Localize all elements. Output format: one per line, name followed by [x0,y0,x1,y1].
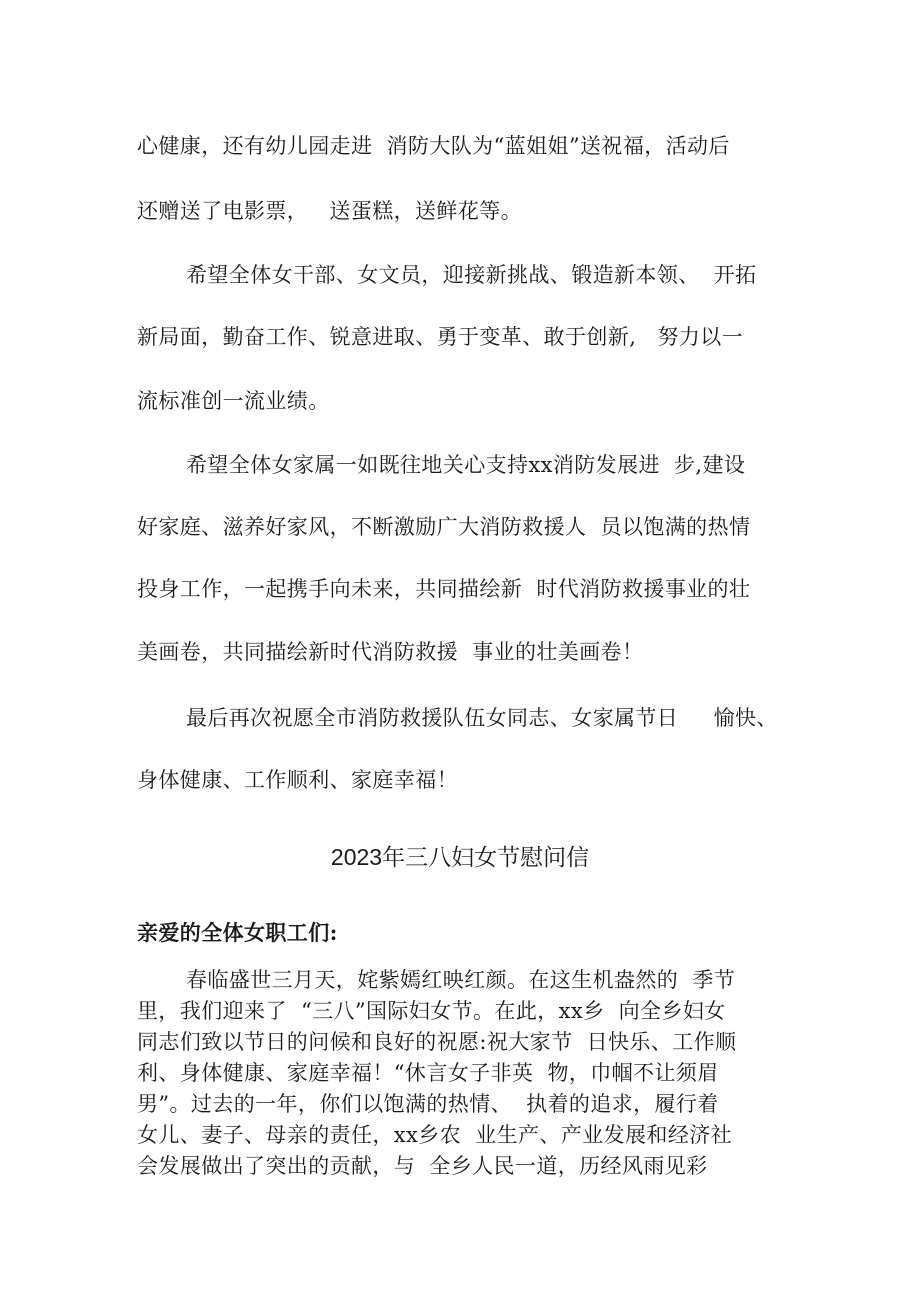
paragraph-line: 投身工作，一起携手向未来，共同描绘新 时代消防救援事业的壮 [137,577,751,601]
paragraph-line: 美画卷，共同描绘新时代消防救援 事业的壮美画卷！ [137,640,644,664]
letter-line: 里，我们迎来了 “三八”国际妇女节。在此，xx乡 向全乡妇女 [137,999,726,1023]
paragraph-line: 流标准创一流业绩。 [137,389,330,413]
letter-line: 会发展做出了突出的贡献，与 全乡人民一道，历经风雨见彩 [137,1154,708,1178]
paragraph-line: 身体健康、工作顺利、家庭幸福！ [137,768,458,792]
paragraph-line: 希望全体女家属一如既往地关心支持xx消防发展进 步,建设 [186,453,746,477]
letter-title: 2023年三八妇女节慰问信 [330,844,590,870]
letter-line: 春临盛世三月天，姹紫嫣红映红颜。在这生机盎然的 季节 [186,968,736,992]
paragraph-line: 新局面，勤奋工作、锐意进取、勇于变革、敢于创新, 努力以一 [137,325,744,349]
paragraph-line: 好家庭、滋养好家风，不断激励广大消防救援人 员以饱满的热情 [137,515,751,539]
paragraph-line: 希望全体女干部、女文员，迎接新挑战、锻造新本领、 开拓 [186,263,757,287]
letter-line: 利、身体健康、家庭幸福！“休言女子非英 物，巾帼不让须眉 [137,1061,719,1085]
letter-line: 男”。过去的一年，你们以饱满的热情、 执着的追求，履行着 [137,1092,719,1116]
letter-line: 女儿、妻子、母亲的责任，xx乡农 业生产、产业发展和经济社 [137,1123,733,1147]
paragraph-line: 心健康，还有幼儿园走进 消防大队为“蓝姐姐”送祝福，活动后 [137,134,730,158]
paragraph-line: 还赠送了电影票， 送蛋糕，送鲜花等。 [137,199,523,223]
letter-salutation: 亲爱的全体女职工们: [137,920,338,945]
paragraph-line: 最后再次祝愿全市消防救援队伍女同志、女家属节日 愉快、 [186,706,778,730]
letter-line: 同志们致以节日的问候和良好的祝愿:祝大家节 日快乐、工作顺 [137,1030,737,1054]
